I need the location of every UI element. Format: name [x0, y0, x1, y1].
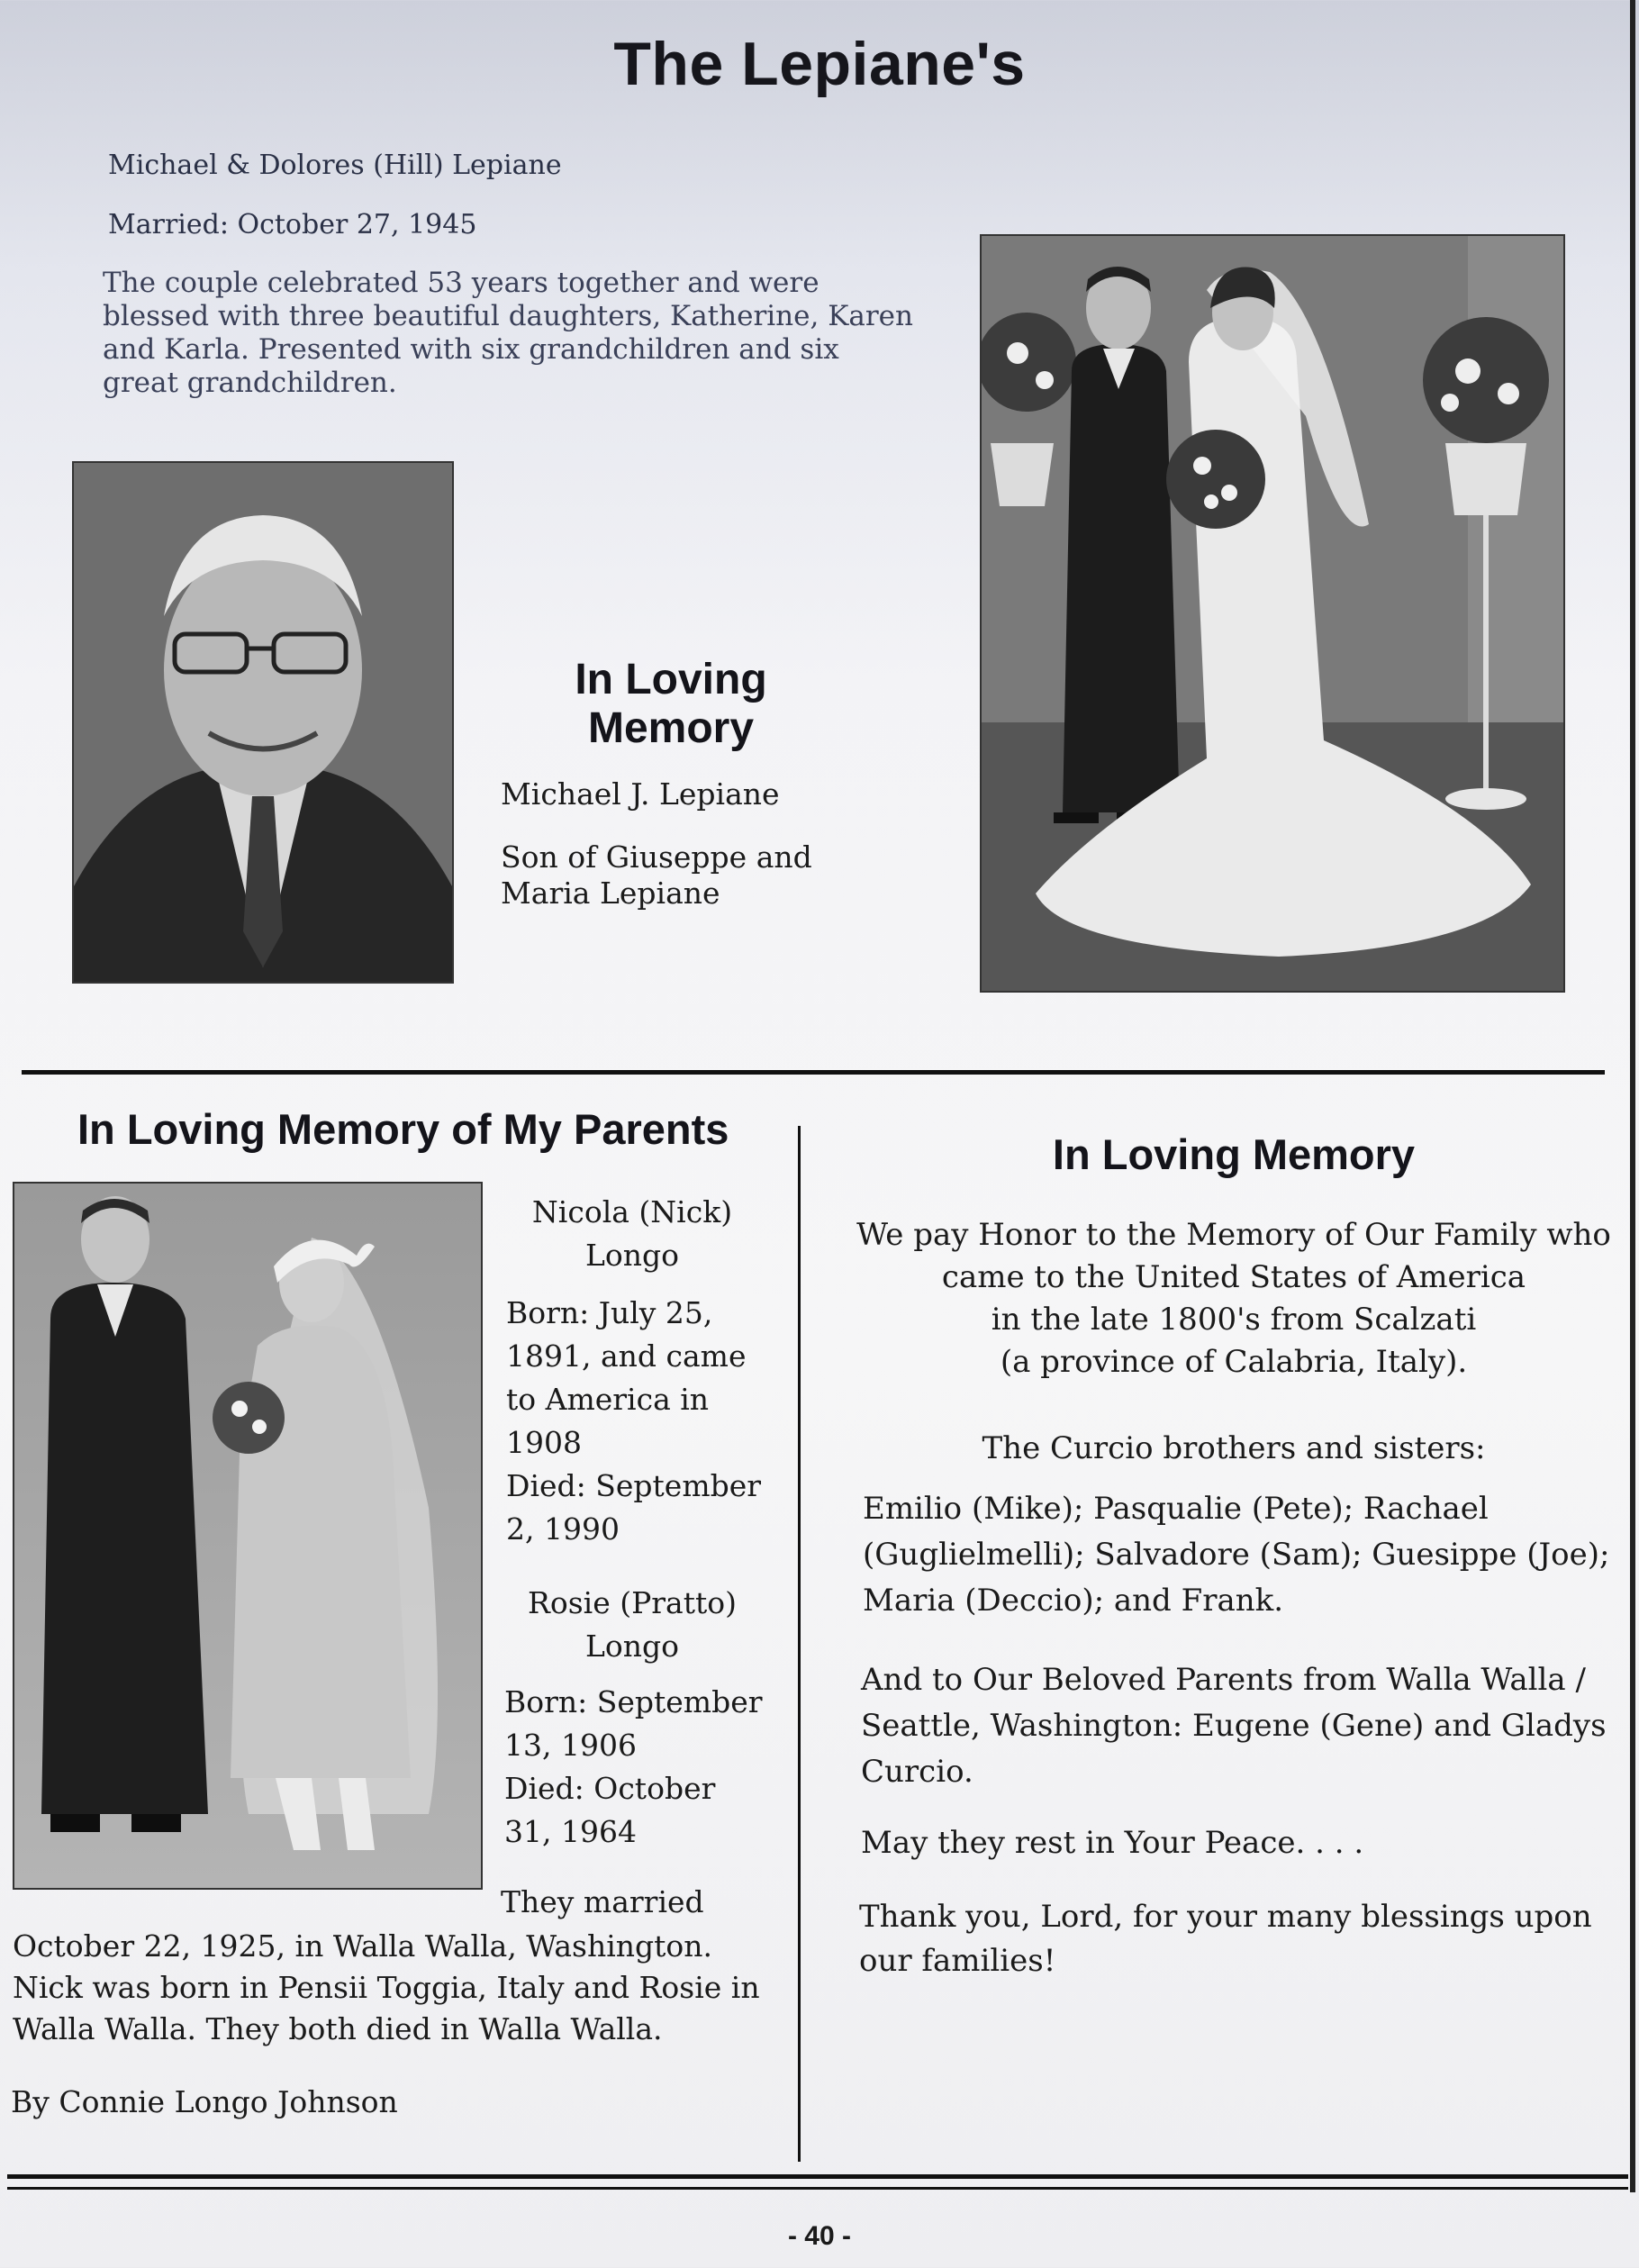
michael-parents-line1: Son of Giuseppe and — [501, 839, 812, 875]
nick-name-line1: Nicola (Nick) — [531, 1194, 733, 1229]
michael-parents-line2: Maria Lepiane — [501, 875, 720, 911]
honor-line: We pay Honor to the Memory of Our Family who — [856, 1217, 1611, 1253]
couple-name: Michael & Dolores (Hill) Lepiane — [108, 150, 562, 181]
rosie-name-line2: Longo — [584, 1628, 680, 1664]
rosie-name-line1: Rosie (Pratto) — [527, 1585, 737, 1620]
rest-in-peace: May they rest in Your Peace. . . . — [861, 1825, 1364, 1861]
rosie-fact-line: 13, 1906 — [504, 1728, 637, 1763]
nick-name — [508, 1191, 756, 1277]
nick-fact-line: 1908 — [506, 1425, 582, 1460]
nick-name-line2: Longo — [584, 1238, 680, 1273]
longo-married-text: October 22, 1925, in Walla Walla, Washington. Nick was born in Pensii Toggia, Italy and Rosie in Walla Walla. They both died in Walla Walla. — [13, 1928, 760, 2046]
rosie-name — [508, 1582, 756, 1668]
lepiane-wedding-photo — [980, 234, 1565, 993]
rosie-fact-line: 31, 1964 — [504, 1814, 637, 1849]
section-divider — [22, 1070, 1605, 1075]
honor-text — [838, 1214, 1630, 1383]
nick-fact-line: 1891, and came — [506, 1338, 747, 1374]
frame-bottom-line — [7, 2174, 1628, 2179]
honor-line: in the late 1800's from Scalzati — [991, 1302, 1477, 1338]
michael-portrait-photo — [72, 461, 454, 984]
rosie-facts — [504, 1681, 765, 1854]
nick-fact-line: to America in — [506, 1382, 710, 1417]
couple-description: The couple celebrated 53 years together and were blessed with three beautiful daughters, Katherine, Karen and Karla. Presented with six grandchildren and six great grandchildren. — [103, 267, 913, 399]
rosie-fact-line: Died: October — [504, 1771, 716, 1806]
curcio-heading: In Loving Memory — [1052, 1130, 1416, 1178]
rosie-fact-line: Born: September — [504, 1684, 763, 1719]
siblings-intro: The Curcio brothers and sisters: — [982, 1430, 1486, 1466]
michael-name: Michael J. Lepiane — [501, 776, 780, 812]
frame-right-edge — [1630, 0, 1635, 2192]
honor-line: (a province of Calabria, Italy). — [1000, 1344, 1468, 1380]
memory-heading-line1: In Loving — [575, 656, 767, 703]
page-title: The Lepiane's — [613, 30, 1026, 98]
nick-fact-line: Died: September — [506, 1468, 762, 1503]
longo-married-line1: They married — [501, 1884, 704, 1919]
byline: By Connie Longo Johnson — [11, 2084, 398, 2119]
nick-fact-line: Born: July 25, — [506, 1295, 713, 1330]
curcio-parents: And to Our Beloved Parents from Walla Walla / Seattle, Washington: Eugene (Gene) and Gladys Curcio. — [861, 1662, 1607, 1790]
michael-parents — [501, 839, 843, 912]
memory-heading-line2: Memory — [587, 704, 755, 752]
marriage-date: Married: October 27, 1945 — [108, 209, 477, 240]
longo-wedding-photo — [13, 1182, 483, 1890]
thanks-text: Thank you, Lord, for your many blessings upon our families! — [859, 1899, 1592, 1979]
frame-bottom-line-inner — [7, 2187, 1628, 2190]
siblings-list: Emilio (Mike); Pasqualie (Pete); Rachael (Guglielmelli); Salvadore (Sam); Guesippe (Joe); Maria (Deccio); and Frank. — [863, 1491, 1610, 1619]
nick-facts — [506, 1292, 767, 1551]
column-divider — [798, 1126, 801, 2162]
parents-heading: In Loving Memory of My Parents — [77, 1105, 729, 1153]
honor-line: came to the United States of America — [941, 1259, 1526, 1295]
nick-fact-line: 2, 1990 — [506, 1511, 620, 1547]
page-number: - 40 - — [787, 2221, 852, 2251]
memory-heading — [540, 656, 801, 753]
